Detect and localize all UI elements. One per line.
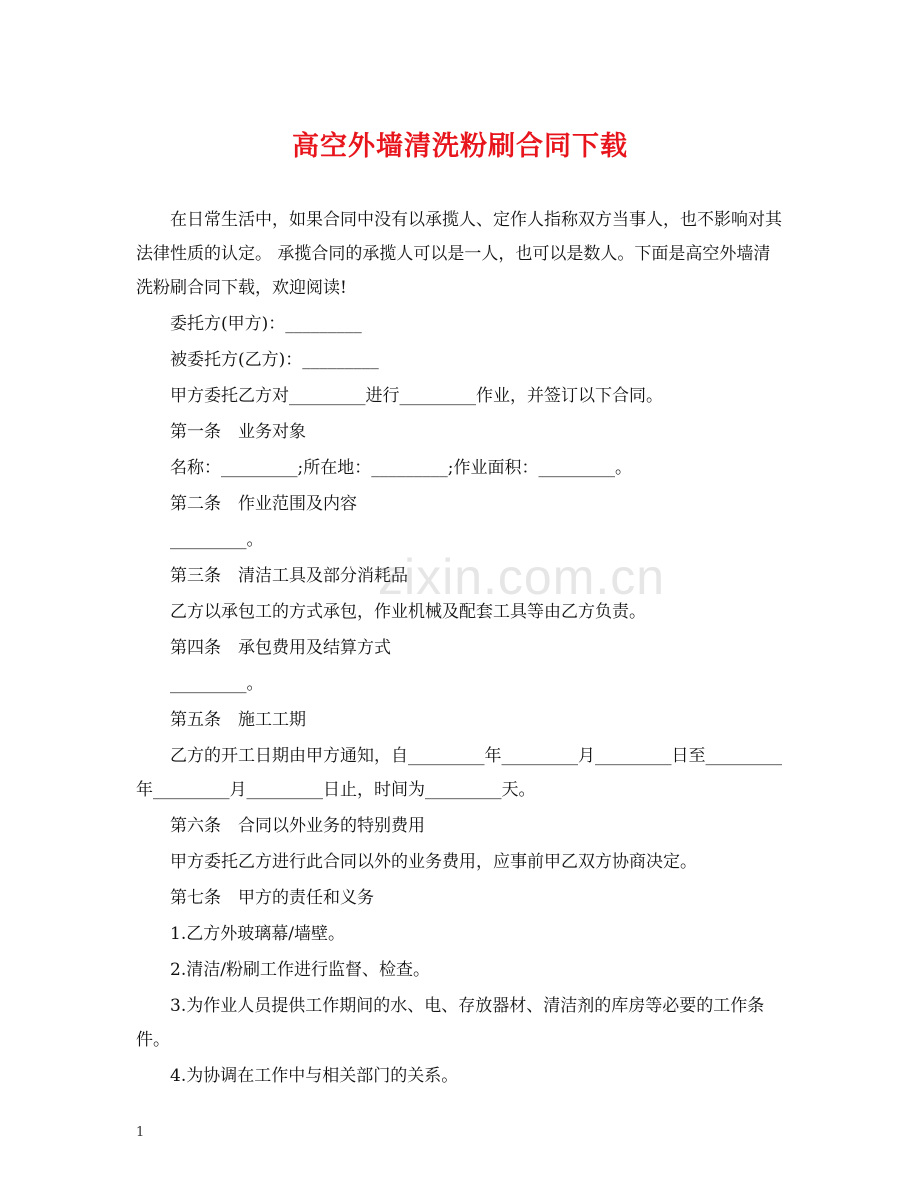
- article-1-content: 名称：_________;所在地：_________;作业面积：_________。: [170, 458, 632, 478]
- article-7-heading: 第七条 甲方的责任和义务: [170, 888, 374, 908]
- article-4-heading: 第四条 承包费用及结算方式: [170, 638, 391, 658]
- article-2-content: _________。: [170, 530, 264, 550]
- article-7-item-4: 4.为协调在工作中与相关部门的关系。: [170, 1066, 459, 1086]
- watermark: zixin.com.cn: [378, 549, 666, 605]
- article-6-heading: 第六条 合同以外业务的特别费用: [170, 816, 425, 836]
- article-1-heading: 第一条 业务对象: [170, 422, 306, 442]
- intro-paragraph: 在日常生活中，如果合同中没有以承揽人、定作人指称双方当事人，也不影响对其法律性质的认定。 承揽合同的承揽人可以是一人，也可以是数人。下面是高空外墙清洗粉刷合同下载，欢迎阅读!: [136, 210, 782, 298]
- article-5-heading: 第五条 施工工期: [170, 710, 306, 730]
- article-7-item-2: 2.清洁/粉刷工作进行监督、检查。: [170, 960, 430, 980]
- article-3-content: 乙方以承包工的方式承包，作业机械及配套工具等由乙方负责。: [170, 602, 646, 622]
- article-5-content: 乙方的开工日期由甲方通知，自_________年_________月_________日至_________年_________月_________日止，时间为_________天。: [136, 746, 782, 800]
- article-2-heading: 第二条 作业范围及内容: [170, 494, 357, 514]
- article-7-item-3: 3.为作业人员提供工作期间的水、电、存放器材、清洁剂的库房等必要的工作条件。: [136, 996, 765, 1050]
- commission-line: 甲方委托乙方对_________进行_________作业，并签订以下合同。: [170, 386, 663, 406]
- document-body: [136, 203, 786, 1095]
- page-number: 1: [136, 1125, 145, 1140]
- article-4-content: _________。: [170, 674, 264, 694]
- article-6-content: 甲方委托乙方进行此合同以外的业务费用，应事前甲乙双方协商决定。: [170, 852, 697, 872]
- article-3-heading: 第三条 清洁工具及部分消耗品: [170, 566, 408, 586]
- article-7-item-1: 1.乙方外玻璃幕/墙壁。: [170, 924, 345, 944]
- document-title: 高空外墙清洗粉刷合同下载: [292, 131, 628, 162]
- party-a-line: 委托方(甲方)：_________: [170, 314, 362, 334]
- party-b-line: 被委托方(乙方)：_________: [170, 350, 379, 370]
